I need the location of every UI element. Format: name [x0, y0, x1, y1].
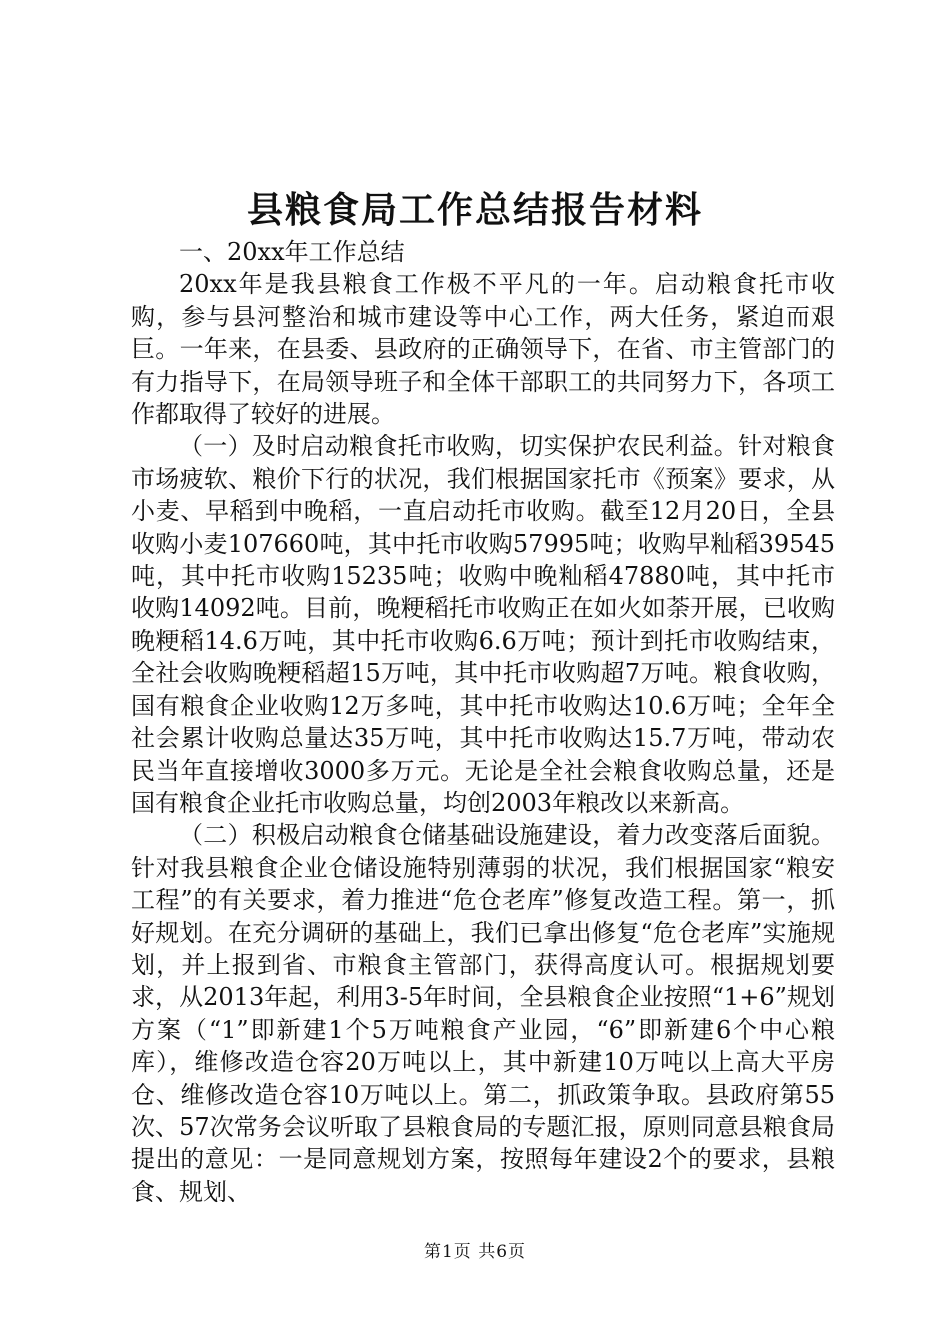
paragraph-intro: 20xx年是我县粮食工作极不平凡的一年。启动粮食托市收购，参与县河整治和城市建设等中心工作，两大任务，紧迫而艰巨。一年来，在县委、县政府的正确领导下，在省、市主管部门的有力指导下，在局领导班子和全体干部职工的共同努力下，各项工作都取得了较好的进展。: [131, 270, 835, 429]
document-body: [131, 236, 835, 1208]
document-title: 县粮食局工作总结报告材料: [246, 189, 703, 231]
paragraph-grain-purchase: （一）及时启动粮食托市收购，切实保护农民利益。针对粮食市场疲软、粮价下行的状况，我们根据国家托市《预案》要求，从小麦、早稻到中晚稻，一直启动托市收购。截至12月20日，全县收购小麦107660吨，其中托市收购57995吨；收购早籼稻39545吨，其中托市收购15235吨；收购中晚籼稻47880吨，其中托市收购14092吨。目前，晚粳稻托市收购正在如火如荼开展，已收购晚粳稻14.6万吨，其中托市收购6.6万吨；预计到托市收购结束，全社会收购晚粳稻超15万吨，其中托市收购超7万吨。粮食收购，国有粮食企业收购12万多吨，其中托市收购达10.6万吨；全年全社会累计收购总量达35万吨，其中托市收购达15.7万吨，带动农民当年直接增收3000多万元。无论是全社会粮食收购总量，还是国有粮食企业托市收购总量，均创2003年粮改以来新高。: [131, 432, 835, 817]
paragraph-storage-construction: （二）积极启动粮食仓储基础设施建设，着力改变落后面貌。针对我县粮食企业仓储设施特别薄弱的状况，我们根据国家“粮安工程”的有关要求，着力推进“危仓老库”修复改造工程。第一，抓好规划。在充分调研的基础上，我们已拿出修复“危仓老库”实施规划，并上报到省、市粮食主管部门，获得高度认可。根据规划要求，从2013年起，利用3-5年时间，全县粮食企业按照“1+6”规划方案（“1”即新建1个5万吨粮食产业园，“6”即新建6个中心粮库），维修改造仓容20万吨以上，其中新建10万吨以上高大平房仓、维修改造仓容10万吨以上。第二，抓政策争取。县政府第55次、57次常务会议听取了县粮食局的专题汇报，原则同意县粮食局提出的意见：一是同意规划方案，按照每年建设2个的要求，县粮食、规划、: [131, 821, 835, 1206]
section-heading: 一、20xx年工作总结: [179, 238, 405, 266]
page-footer: 第1页 共6页: [423, 1242, 527, 1262]
